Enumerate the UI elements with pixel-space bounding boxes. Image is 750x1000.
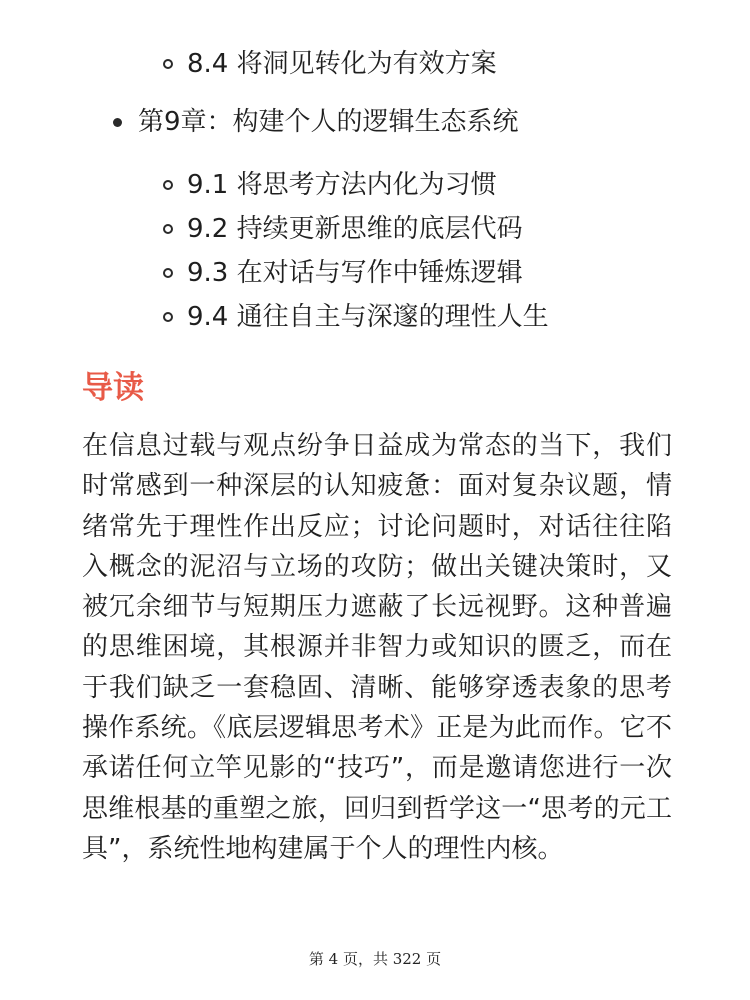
toc-item-9-2[interactable] xyxy=(163,211,523,247)
toc-item-label: 9.2 持续更新思维的底层代码 xyxy=(187,214,523,244)
toc-item-label: 9.1 将思考方法内化为习惯 xyxy=(187,170,497,200)
toc-item-label: 第9章：构建个人的逻辑生态系统 xyxy=(138,107,519,137)
toc-item-9-4[interactable] xyxy=(163,299,549,335)
toc-item-9-1[interactable] xyxy=(163,167,497,203)
intro-paragraph: 在信息过载与观点纷争日益成为常态的当下，我们时常感到一种深层的认知疲惫：面对复杂议题，情绪常先于理性作出反应；讨论问题时，对话往往陷入概念的泥沼与立场的攻防；做出关键决策时，又被冗余细节与短期压力遮蔽了长远视野。这种普遍的思维困境，其根源并非智力或知识的匮乏，而在于我们缺乏一套稳固、清晰、能够穿透表象的思考操作系统。《底层逻辑思考术》正是为此而作。它不承诺任何立竿见影的“技巧”，而是邀请您进行一次思维根基的重塑之旅，回归到哲学这一“思考的元工具”，系统性地构建属于个人的理性内核。 xyxy=(82,431,672,864)
toc-item-label: 9.4 通往自主与深邃的理性人生 xyxy=(187,302,549,332)
solid-bullet-icon xyxy=(113,118,122,127)
hollow-bullet-icon xyxy=(163,59,173,69)
hollow-bullet-icon xyxy=(163,180,173,190)
toc-item-label: 9.3 在对话与写作中锤炼逻辑 xyxy=(187,258,523,288)
section-heading: 导读 xyxy=(82,370,144,406)
toc-item-8-4[interactable] xyxy=(163,46,497,82)
toc-item-chapter-9[interactable] xyxy=(113,104,519,140)
hollow-bullet-icon xyxy=(163,312,173,322)
hollow-bullet-icon xyxy=(163,224,173,234)
page-number-footer: 第 4 页，共 322 页 xyxy=(308,950,442,968)
toc-item-9-3[interactable] xyxy=(163,255,523,291)
toc-item-label: 8.4 将洞见转化为有效方案 xyxy=(187,49,497,79)
hollow-bullet-icon xyxy=(163,268,173,278)
